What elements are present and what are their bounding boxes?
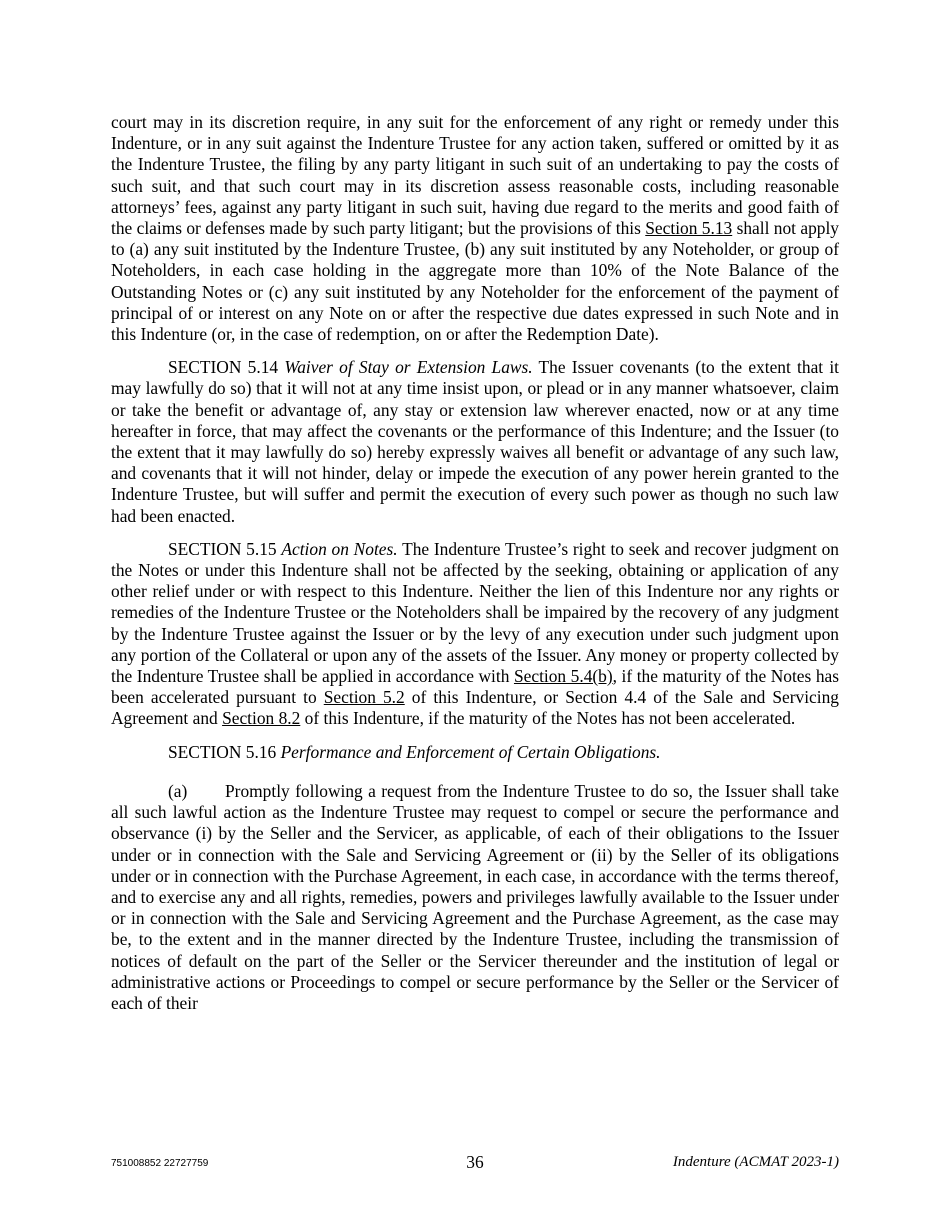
section-reference: Section 5.4(b) (513, 666, 613, 687)
text-run: shall not apply to (a) any suit instituted by the Indenture Trustee, (b) any suit instituted by any Noteholder, or group of Noteholders, in each case holding in the aggregate more than 10% of the Note Balance of the Outstanding Notes or (c) any suit instituted by any Noteholder for the enforcement of the payment of principal of or interest on any Note on or after the respective due dates expressed in such Note and in this Indenture (or, in the case of redemption, on or after the Redemption Date). (111, 218, 839, 345)
section-heading: Waiver of Stay or Extension Laws. (284, 357, 533, 378)
text-run: The Indenture Trustee’s right to seek and recover judgment on the Notes or under this Indenture shall not be affected by the seeking, obtaining or application of any other relief under or with respect to this Indenture. Neither the lien of this Indenture nor any rights or remedies of the Indenture Trustee or the Noteholders shall be impaired by the recovery of any judgment by the Indenture Trustee against the Issuer or by the levy of any execution under such judgment upon any portion of the Collateral or upon any of the assets of the Issuer. Any money or property collected by the Indenture Trustee shall be applied in accordance with (111, 538, 839, 687)
section-reference: Section 8.2 (222, 708, 301, 729)
section-reference: Section 5.13 (645, 218, 733, 239)
section-label: SECTION 5.15 (168, 538, 282, 559)
paragraph-section-5-15 (111, 539, 839, 730)
section-heading: Action on Notes. (281, 538, 398, 559)
paragraph-section-5-13-continued (111, 112, 839, 345)
document-id: 751008852 22727759 (111, 1158, 209, 1169)
text-run: of this Indenture, or Section 4.4 of the Sale and Servicing Agreement and (111, 687, 839, 729)
list-marker: (a) (168, 780, 188, 801)
paragraph-section-5-16-a (111, 781, 839, 1014)
document-body (111, 112, 839, 1026)
text-run: court may in its discretion require, in any suit for the enforcement of any right or remedy under this Indenture, or in any suit against the Indenture Trustee for any action taken, suffered or omitted by it as the Indenture Trustee, the filing by any party litigant in such suit of an undertaking to pay the costs of such suit, and that such court may in its discretion assess reasonable costs, including reasonable attorneys’ fees, against any party litigant in such suit, having due regard to the merits and good faith of the claims or defenses made by such party litigant; but the provisions of this (111, 112, 839, 239)
section-reference: Section 5.2 (323, 687, 405, 708)
text-run: of this Indenture, if the maturity of the Notes has not been accelerated. (300, 708, 796, 729)
page-footer (111, 1150, 839, 1174)
paragraph-section-5-14 (111, 357, 839, 527)
text-run: Promptly following a request from the Indenture Trustee to do so, the Issuer shall take all such lawful action as the Indenture Trustee may request to compel or secure the performance and observance (i) by the Seller and the Servicer, as applicable, of each of their obligations to the Issuer under or in connection with the Sale and Servicing Agreement or (ii) by the Seller of its obligations under or in connection with the Purchase Agreement, in each case, in accordance with the terms thereof, and to exercise any and all rights, remedies, powers and privileges lawfully available to the Issuer under or in connection with the Sale and Servicing Agreement and the Purchase Agreement, as the case may be, to the extent and in the manner directed by the Indenture Trustee, including the transmission of notices of default on the part of the Seller or the Servicer thereunder and the institution of legal or administrative actions or Proceedings to compel or secure performance by the Seller or the Servicer of each of their (111, 780, 839, 1013)
page-number: 36 (466, 1152, 484, 1172)
text-run: , if the maturity of the Notes has been accelerated pursuant to (111, 666, 840, 708)
section-heading: Performance and Enforcement of Certain Obligations. (280, 741, 661, 762)
paragraph-section-5-16-heading (111, 742, 839, 763)
section-label: SECTION 5.16 (168, 741, 281, 762)
document-title: Indenture (ACMAT 2023-1) (672, 1154, 839, 1170)
section-label: SECTION 5.14 (168, 357, 285, 378)
text-run: The Issuer covenants (to the extent that it may lawfully do so) that it will not at any time insist upon, or plead or in any manner whatsoever, claim or take the benefit or advantage of, any stay or extension law wherever enacted, now or at any time hereafter in force, that may affect the covenants or the performance of this Indenture; and the Issuer (to the extent that it may lawfully do so) hereby expressly waives all benefit or advantage of any such law, and covenants that it will not hinder, delay or impede the execution of any power herein granted to the Indenture Trustee, but will suffer and permit the execution of every such power as though no such law had been enacted. (111, 357, 840, 526)
